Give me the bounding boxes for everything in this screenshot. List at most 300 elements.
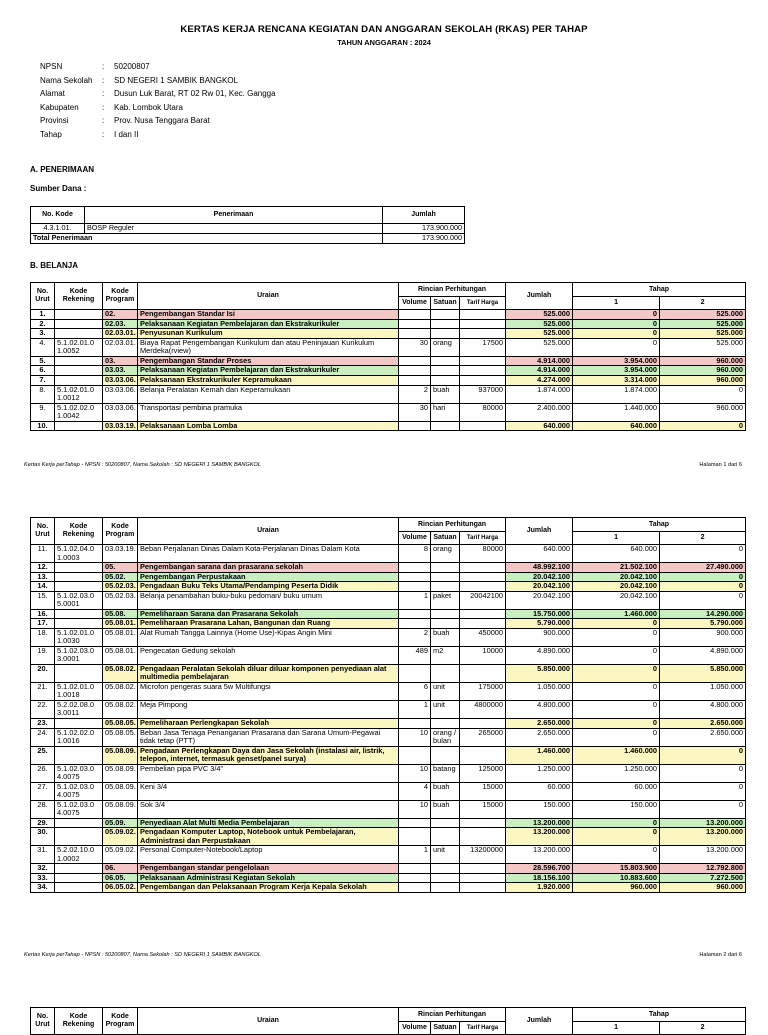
cell-satuan [431,746,460,764]
cell-volume [399,319,431,329]
col-header-volume: Volume [399,1022,431,1035]
cell-no-urut: 16. [31,609,55,619]
cell-kode-rekening [55,619,103,629]
cell-no-urut: 10. [31,421,55,431]
cell-kode-program: 05.08.09. [103,764,138,782]
cell-kode-rekening [55,718,103,728]
cell-jumlah: 525.000 [506,310,573,320]
col-header-kode-rekening: Kode Rekening [55,1008,103,1035]
cell-tahap-2: 0 [660,764,746,782]
cell-tarif: 4800000 [460,700,506,718]
cell-kode-program: 05.09.02. [103,828,138,846]
cell-volume: 30 [399,338,431,356]
cell-jumlah: 20.042.100 [506,591,573,609]
cell-volume [399,864,431,874]
cell-kode-rekening: 5.1.02.01.01.0012 [55,385,103,403]
cell-tahap-2: 525.000 [660,338,746,356]
cell-volume [399,366,431,376]
info-value: 50200807 [114,62,150,71]
cell-tarif [460,366,506,376]
table-row [31,356,746,366]
cell-kode-rekening [55,609,103,619]
table-row [31,873,746,883]
cell-tahap-1: 21.502.100 [573,563,660,573]
cell-kode-rekening: 5.1.02.01.01.0018 [55,682,103,700]
cell-uraian: Pemeliharaan Prasarana Lahan, Bangunan dan Ruang [138,619,399,629]
cell-volume: 4 [399,782,431,800]
cell-tahap-2: 0 [660,800,746,818]
info-label: NPSN [40,62,63,71]
cell-tahap-1: 1.460.000 [573,746,660,764]
cell-no-urut: 22. [31,700,55,718]
col-header-kode-program: Kode Program [103,1008,138,1035]
col-header-tarif: Tarif Harga [460,297,506,310]
cell-tahap-2: 7.272.500 [660,873,746,883]
col-header-jumlah: Jumlah [383,207,465,224]
cell-tarif: 265000 [460,728,506,746]
cell-satuan: batang [431,764,460,782]
cell-uraian: Pengembangan standar pengelolaan [138,864,399,874]
penerimaan-jumlah: 173.900.000 [383,224,465,234]
belanja-table-page-2 [30,517,746,893]
cell-kode-program: 02.03.01. [103,338,138,356]
cell-volume: 489 [399,646,431,664]
cell-tarif [460,421,506,431]
info-value: I dan II [114,129,139,139]
info-row-kabupaten [40,103,276,117]
cell-tahap-1: 20.042.100 [573,591,660,609]
cell-satuan: unit [431,682,460,700]
footer-school-info: Kertas Kerja perTahap - NPSN : 50200807, Nama Sekolah : SD NEGERI 1 SAMBIK BANGKOL [24,462,262,468]
cell-tahap-1: 60.000 [573,782,660,800]
cell-tarif [460,883,506,893]
cell-jumlah: 2.650.000 [506,718,573,728]
cell-jumlah: 640.000 [506,421,573,431]
cell-volume: 8 [399,545,431,563]
info-row-nama-sekolah [40,76,276,90]
table-row [31,329,746,339]
cell-tahap-2: 13.200.000 [660,828,746,846]
info-label: Kabupaten [40,102,79,112]
cell-tarif [460,828,506,846]
cell-kode-rekening [55,366,103,376]
cell-satuan [431,582,460,592]
cell-tarif: 13200000 [460,846,506,864]
cell-jumlah: 4.274.000 [506,375,573,385]
cell-uraian: Pengembangan Standar Isi [138,310,399,320]
table-header-row [31,283,746,297]
cell-uraian: Beban Perjalanan Dinas Dalam Kota-Perjalanan Dinas Dalam Kota [138,545,399,563]
col-header-volume: Volume [399,297,431,310]
cell-uraian: Personal Computer-Notebook/Laptop [138,846,399,864]
cell-satuan [431,883,460,893]
cell-kode-program: 06. [103,864,138,874]
cell-satuan: m2 [431,646,460,664]
cell-kode-rekening [55,664,103,682]
cell-uraian: Pengadaan Peralatan Sekolah diluar diluar komponen penyediaan alat multimedia pembelajaran [138,664,399,682]
cell-satuan [431,329,460,339]
col-header-no-kode: No. Kode [31,207,85,224]
cell-tahap-2: 2.650.000 [660,728,746,746]
col-header-jumlah: Jumlah [506,518,573,545]
cell-tarif: 80000 [460,545,506,563]
cell-tarif [460,356,506,366]
cell-tarif: 937000 [460,385,506,403]
info-value: Prov. Nusa Tenggara Barat [114,116,210,126]
cell-tahap-2: 27.490.000 [660,563,746,573]
cell-uraian: Penyusunan Kurikulum [138,329,399,339]
table-row [31,718,746,728]
table-row [31,700,746,718]
cell-tarif: 125000 [460,764,506,782]
cell-no-urut: 13. [31,572,55,582]
cell-jumlah: 20.042.100 [506,582,573,592]
table-row [31,375,746,385]
cell-kode-program: 05.09. [103,818,138,828]
cell-tahap-1: 150.000 [573,800,660,818]
cell-volume: 6 [399,682,431,700]
cell-tarif [460,375,506,385]
cell-no-urut: 5. [31,356,55,366]
cell-kode-program: 05.08.09. [103,800,138,818]
col-header-tahap-2: 2 [660,297,746,310]
cell-kode-program: 05.08.09. [103,746,138,764]
info-row-npsn [40,62,276,76]
cell-kode-rekening: 5.1.02.04.01.0003 [55,545,103,563]
table-row [31,582,746,592]
cell-tahap-2: 0 [660,421,746,431]
cell-kode-program: 05.08.01. [103,628,138,646]
cell-tahap-1: 0 [573,728,660,746]
cell-satuan: buah [431,385,460,403]
cell-jumlah: 5.850.000 [506,664,573,682]
cell-jumlah: 525.000 [506,319,573,329]
cell-volume [399,718,431,728]
cell-uraian: Alat Rumah Tangga Lainnya (Home Use)-Kipas Angin Mini [138,628,399,646]
cell-kode-program: 05.08.01. [103,646,138,664]
penerimaan-total-value: 173.900.000 [383,234,465,244]
cell-kode-rekening [55,864,103,874]
table-row [31,366,746,376]
col-header-kode-rekening: Kode Rekening [55,283,103,310]
cell-uraian: Belanja Peralatan Kemah dan Keperamukaan [138,385,399,403]
cell-tahap-2: 960.000 [660,375,746,385]
cell-no-urut: 23. [31,718,55,728]
cell-uraian: Pelaksanaan Lomba Lomba [138,421,399,431]
cell-tarif: 15000 [460,800,506,818]
cell-no-urut: 19. [31,646,55,664]
cell-jumlah: 13.200.000 [506,828,573,846]
cell-tahap-1: 3.954.000 [573,366,660,376]
cell-kode-rekening [55,375,103,385]
page-footer-2 [24,952,742,958]
cell-kode-rekening [55,319,103,329]
col-header-jumlah: Jumlah [506,283,573,310]
table-row [31,403,746,421]
cell-uraian: Penyediaan Alat Multi Media Pembelajaran [138,818,399,828]
table-row [31,818,746,828]
table-row [31,800,746,818]
cell-kode-rekening [55,746,103,764]
cell-tahap-2: 960.000 [660,356,746,366]
cell-no-urut: 32. [31,864,55,874]
cell-kode-rekening [55,421,103,431]
cell-tahap-1: 1.874.000 [573,385,660,403]
cell-satuan [431,828,460,846]
cell-volume [399,873,431,883]
cell-kode-rekening: 5.1.02.02.01.0016 [55,728,103,746]
cell-tahap-1: 3.954.000 [573,356,660,366]
cell-satuan: orang [431,545,460,563]
cell-kode-program: 05.08.09. [103,782,138,800]
cell-no-urut: 8. [31,385,55,403]
cell-tarif [460,664,506,682]
col-header-tahap-1: 1 [573,532,660,545]
info-value: Dusun Luk Barat, RT 02 Rw 01, Kec. Gangga [114,89,276,99]
cell-satuan [431,619,460,629]
cell-jumlah: 48.992.100 [506,563,573,573]
cell-tarif [460,609,506,619]
cell-tahap-2: 525.000 [660,319,746,329]
cell-tarif [460,619,506,629]
col-header-rincian: Rincian Perhitungan [399,518,506,532]
cell-tahap-2: 960.000 [660,883,746,893]
cell-jumlah: 13.200.000 [506,818,573,828]
cell-kode-program: 05.08. [103,609,138,619]
cell-kode-program: 06.05.02. [103,883,138,893]
cell-tahap-1: 1.460.000 [573,609,660,619]
section-belanja-title: B. BELANJA [30,261,79,270]
cell-kode-program: 05.09.02. [103,846,138,864]
cell-no-urut: 2. [31,319,55,329]
cell-volume [399,572,431,582]
cell-no-urut: 17. [31,619,55,629]
info-colon: : [102,62,105,71]
col-header-uraian: Uraian [138,1008,399,1035]
table-row [31,572,746,582]
cell-no-urut: 15. [31,591,55,609]
cell-jumlah: 28.596.700 [506,864,573,874]
cell-kode-program: 03.03.19. [103,421,138,431]
cell-no-urut: 3. [31,329,55,339]
cell-no-urut: 28. [31,800,55,818]
cell-satuan [431,609,460,619]
cell-no-urut: 29. [31,818,55,828]
cell-tahap-1: 0 [573,338,660,356]
cell-kode-program: 02.03.01. [103,329,138,339]
cell-tarif [460,563,506,573]
cell-no-urut: 9. [31,403,55,421]
cell-tahap-2: 0 [660,545,746,563]
table-row [31,619,746,629]
cell-kode-rekening [55,563,103,573]
cell-satuan: buah [431,782,460,800]
cell-volume [399,375,431,385]
cell-uraian: Beban Jasa Tenaga Penanganan Prasarana dan Sarana Umum-Pegawai tidak tetap (PTT) [138,728,399,746]
cell-no-urut: 18. [31,628,55,646]
cell-tahap-1: 0 [573,310,660,320]
table-row [31,764,746,782]
cell-tahap-1: 960.000 [573,883,660,893]
cell-jumlah: 4.914.000 [506,366,573,376]
info-colon: : [102,102,105,112]
cell-tahap-1: 640.000 [573,421,660,431]
cell-kode-rekening: 5.1.02.03.03.0001 [55,646,103,664]
cell-no-urut: 4. [31,338,55,356]
cell-kode-program: 02.03. [103,319,138,329]
cell-jumlah: 4.914.000 [506,356,573,366]
cell-tahap-1: 0 [573,818,660,828]
cell-satuan: unit [431,846,460,864]
cell-tarif [460,873,506,883]
cell-kode-rekening [55,356,103,366]
cell-kode-program: 06.05. [103,873,138,883]
table-row [31,319,746,329]
cell-satuan: unit [431,700,460,718]
cell-kode-rekening: 5.2.02.10.01.0002 [55,846,103,864]
cell-uraian: Meja Pimpong [138,700,399,718]
penerimaan-total-label: Total Penerimaan [31,234,383,244]
cell-tahap-2: 0 [660,582,746,592]
info-row-provinsi [40,116,276,130]
cell-tahap-1: 0 [573,718,660,728]
cell-tahap-2: 0 [660,385,746,403]
cell-no-urut: 31. [31,846,55,864]
cell-tarif [460,572,506,582]
table-row [31,591,746,609]
cell-tahap-2: 1.050.000 [660,682,746,700]
cell-jumlah: 4.800.000 [506,700,573,718]
cell-tarif [460,746,506,764]
cell-jumlah: 4.890.000 [506,646,573,664]
penerimaan-nama: BOSP Reguler [85,224,383,234]
footer-school-info: Kertas Kerja perTahap - NPSN : 50200807, Nama Sekolah : SD NEGERI 1 SAMBIK BANGKOL [24,952,262,958]
cell-uraian: Pemeliharaan Sarana dan Prasarana Sekolah [138,609,399,619]
cell-uraian: Pengembangan dan Pelaksanaan Program Kerja Kepala Sekolah [138,883,399,893]
cell-no-urut: 25. [31,746,55,764]
cell-satuan: buah [431,800,460,818]
table-row [31,646,746,664]
cell-volume [399,664,431,682]
table-row [31,828,746,846]
cell-volume [399,421,431,431]
cell-volume: 2 [399,628,431,646]
cell-volume: 2 [399,385,431,403]
cell-tahap-2: 960.000 [660,403,746,421]
cell-uraian: Belanja penambahan buku-buku pedoman/ buku umum [138,591,399,609]
cell-satuan: paket [431,591,460,609]
table-row [31,682,746,700]
col-header-no-urut: No. Urut [31,518,55,545]
cell-uraian: Pengembangan Standar Proses [138,356,399,366]
cell-kode-program: 03. [103,356,138,366]
school-info [40,62,276,144]
cell-tarif: 450000 [460,628,506,646]
col-header-tahap-1: 1 [573,1022,660,1035]
cell-tahap-2: 0 [660,572,746,582]
cell-no-urut: 14. [31,582,55,592]
cell-jumlah: 13.200.000 [506,846,573,864]
cell-kode-program: 05.08.05. [103,728,138,746]
cell-kode-rekening [55,582,103,592]
info-colon: : [102,75,105,85]
footer-page-number: Halaman 2 dari 6 [699,952,742,958]
info-row-alamat [40,89,276,103]
cell-tahap-2: 13.200.000 [660,818,746,828]
table-row [31,846,746,864]
cell-uraian: Pengembangan Perpustakaan [138,572,399,582]
cell-satuan [431,718,460,728]
col-header-kode-program: Kode Program [103,518,138,545]
page-footer-1 [24,462,742,468]
cell-tahap-1: 0 [573,619,660,629]
col-header-satuan: Satuan [431,1022,460,1035]
cell-volume [399,582,431,592]
cell-tarif [460,864,506,874]
cell-kode-program: 03.03.19. [103,545,138,563]
cell-satuan [431,356,460,366]
info-colon: : [102,116,105,126]
cell-volume [399,356,431,366]
cell-tahap-1: 0 [573,628,660,646]
cell-satuan [431,375,460,385]
cell-tahap-1: 0 [573,846,660,864]
cell-no-urut: 7. [31,375,55,385]
penerimaan-row [31,224,465,234]
cell-tarif [460,329,506,339]
cell-tahap-1: 640.000 [573,545,660,563]
col-header-satuan: Satuan [431,532,460,545]
cell-kode-rekening [55,329,103,339]
cell-satuan [431,864,460,874]
cell-satuan: orang / bulan [431,728,460,746]
cell-kode-rekening: 5.1.02.03.04.0075 [55,764,103,782]
cell-volume [399,609,431,619]
document-title: KERTAS KERJA RENCANA KEGIATAN DAN ANGGARAN SEKOLAH (RKAS) PER TAHAP [180,24,588,35]
cell-tahap-1: 0 [573,682,660,700]
cell-uraian: Pemeliharaan Perlengkapan Sekolah [138,718,399,728]
table-row [31,545,746,563]
penerimaan-kode: 4.3.1.01. [31,224,85,234]
cell-kode-rekening [55,572,103,582]
cell-kode-rekening: 5.1.02.03.04.0075 [55,800,103,818]
cell-no-urut: 33. [31,873,55,883]
table-row [31,310,746,320]
cell-tahap-1: 3.314.000 [573,375,660,385]
table-row [31,338,746,356]
cell-volume [399,818,431,828]
col-header-tahap-2: 2 [660,532,746,545]
document-subtitle: TAHUN ANGGARAN : 2024 [337,38,431,47]
cell-jumlah: 150.000 [506,800,573,818]
cell-jumlah: 1.050.000 [506,682,573,700]
footer-page-number: Halaman 1 dari 6 [699,462,742,468]
table-row [31,563,746,573]
cell-satuan: buah [431,628,460,646]
cell-kode-program: 03.03. [103,366,138,376]
cell-no-urut: 34. [31,883,55,893]
cell-tahap-1: 15.803.900 [573,864,660,874]
cell-jumlah: 60.000 [506,782,573,800]
cell-volume [399,329,431,339]
cell-kode-rekening: 5.1.02.03.05.0001 [55,591,103,609]
cell-tahap-2: 960.000 [660,366,746,376]
cell-tahap-1: 0 [573,646,660,664]
cell-tahap-2: 525.000 [660,329,746,339]
cell-uraian: Transportasi pembina pramuka [138,403,399,421]
cell-satuan [431,563,460,573]
cell-tarif [460,818,506,828]
